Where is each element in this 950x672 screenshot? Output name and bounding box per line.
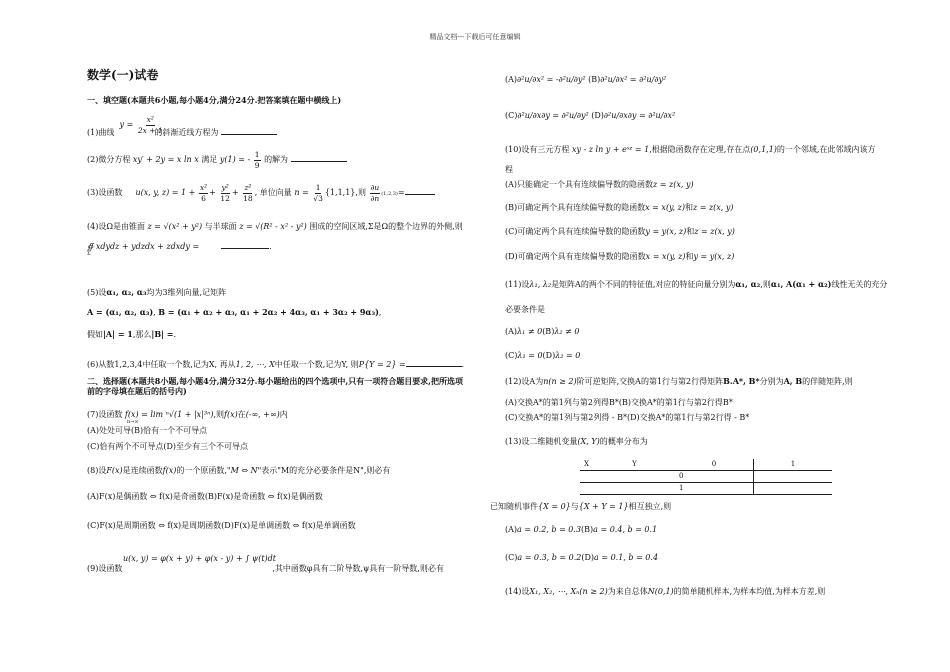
q7-option-a: (A)处处可导(B)恰有一个不可导点 bbox=[87, 426, 208, 435]
q8-option-cd: (C)F(x)是周期函数 ⇔ f(x)是周期函数(D)F(x)是单调函数 ⇔ f(x)是单调函数 bbox=[87, 521, 356, 530]
q10-option-a: (A)只能确定一个具有连续偏导数的隐函数z = z(x, y) bbox=[505, 180, 694, 189]
question-5-condition: 假如|A| = 1,那么|B| =. bbox=[87, 329, 177, 339]
table-header: 1 bbox=[754, 459, 833, 471]
q9-option-ab: (A)∂²u/∂x² = -∂²u/∂y² (B)∂²u/∂x² = ∂²u/∂y² bbox=[505, 75, 667, 84]
question-3: (3)设函数 u(x, y, z) = 1 + $\frac{\text{x²}}{6}$ + $\frac{\text{y²}}{12}$ + $\frac{\text{z²}}{18}$ , 单位向量 n = $\frac{1}{√3}$ {1,1,1},则 $\frac{\partial u}{\partial n}$ (1,2,3)= bbox=[87, 184, 435, 202]
question-9-formula: u(x, y) = φ(x + y) + φ(x - y) + ∫ ψ(t)dt bbox=[123, 554, 276, 563]
q10-option-b: (B)可确定两个具有连续偏导数的隐函数x = x(y, z)和z = z(x, y) bbox=[505, 203, 734, 212]
left-column: 数学(一)试卷 一、填空题(本题共6小题,每小题4分,满分24分.把答案填在题中横线上) y = $\frac{\text{x²}}{2x + 1}$ (1)曲线 的斜渐近线方程为 (2)微分方程 xy′ + 2y = x ln x 满足 y(1) = - $\frac{1}{9}$ 的解为 (3)设函数 u(x, y, z) = 1 + $\frac{\text{x²}}{6}$ + $\frac{\text{y²}}{12}$ + $\frac{\text{z²}}{18}$ , 单位向量 n = $\frac{1}{√3}$ {1,1,1},则 $\frac{\partial u}{\partial n}$ (1,2,3)= (4)设Ω是由锥面 z = √(x² + y²) 与半球面 z = √(R² - x² - y²) 围成的空间区域,Σ是Ω的整个边界的外侧,则 ∯ xdydz + ydzdx + zdxdy = . Σ (5)设α₁, α₂, α₃均为3维列向量,记矩阵 A = (α₁, α₂, α₃), B = (α₁ + α₂ + α₃, α₁ + 2α₂ + 4α₃, α₁ + 3α₂ + 9α₃), 假如|A| = 1,那么|B| =. (6)从数1,2,3,4中任取一个数,记为X, 再从1, 2, ⋯, X中任取一个数,记为Y, 则P{Y = 2} = . 二、选择题(本题共8小题,每小题4分,满分32分.每小题给出的四个选项中,只有一项符合题目要求,把所选项前的字母填在题后的括号内) (7)设函数 f(x) = lim ⁿ√(1 + |x|³ⁿ),则f(x)在(-∞, +∞)内 n→∞ (A)处处可导(B)恰有一个不可导点 (C)恰有两个不可导点(D)至少有三个不可导点 (8)设F(x)是连续函数f(x)的一个原函数,"M ⇔ N"表示"M的充分必要条件是N",则必有 (A)F(x)是偶函数 ⇔ f(x)是奇函数(B)F(x)是奇函数 ⇔ f(x)是偶函数 (C)F(x)是周期函数 ⇔ f(x)是周期函数(D)F(x)是单调函数 ⇔ f(x)是单调函数 u(x, y) = φ(x + y) + φ(x - y) + ∫ ψ(t)dt (9)设函数 ,其中函数φ具有二阶导数,ψ具有一阶导数,则必有 bbox=[87, 68, 465, 573]
probability-table bbox=[580, 459, 832, 495]
question-9: (9)设函数 ,其中函数φ具有二阶导数,ψ具有一阶导数,则必有 bbox=[87, 564, 444, 573]
page-header: 精品文档---下载后可任意编辑 bbox=[429, 33, 521, 41]
answer-blank bbox=[221, 240, 269, 249]
table-header: 0 bbox=[711, 460, 717, 469]
q10-option-d: (D)可确定两个具有连续偏导数的隐函数x = x(y, z)和y = y(x, z) bbox=[505, 252, 735, 261]
q10-option-c: (C)可确定两个具有连续偏导数的隐函数y = y(x, z)和z = z(x, y) bbox=[505, 227, 735, 236]
section-choice-title: 二、选择题(本题共8小题,每小题4分,满分32分.每小题给出的四个选项中,只有一项符合题目要求,把所选项前的字母填在题后的括号内) bbox=[87, 376, 463, 396]
question-5: (5)设α₁, α₂, α₃均为3维列向量,记矩阵 bbox=[87, 287, 227, 297]
q11-option-cd: (C)λ₁ = 0(D)λ₂ = 0 bbox=[505, 351, 581, 360]
question-4: (4)设Ω是由锥面 z = √(x² + y²) 与半球面 z = √(R² - x² - y²) 围成的空间区域,Σ是Ω的整个边界的外侧,则 bbox=[87, 222, 463, 231]
table-header: X bbox=[584, 460, 589, 469]
section-fill-in-title: 一、填空题(本题共6小题,每小题4分,满分24分.把答案填在题中横线上) bbox=[87, 95, 342, 105]
q12-option-cd: (C)交换A*的第1列与第2列得 - B*(D)交换A*的第1行与第2行得 - B* bbox=[505, 413, 750, 422]
question-8: (8)设F(x)是连续函数f(x)的一个原函数,"M ⇔ N"表示"M的充分必要条件是N",则必有 bbox=[87, 466, 391, 475]
question-13: (13)设二维随机变量(X, Y)的概率分布为 bbox=[505, 437, 648, 446]
question-2: (2)微分方程 xy′ + 2y = x ln x 满足 y(1) = - $\frac{1}{9}$ 的解为 bbox=[87, 151, 347, 169]
exam-title: 数学(一)试卷 bbox=[87, 68, 159, 82]
table-row: 0 bbox=[580, 471, 832, 483]
q13-option-cd: (C)a = 0.3, b = 0.2(D)a = 0.1, b = 0.4 bbox=[505, 553, 659, 562]
question-6: (6)从数1,2,3,4中任取一个数,记为X, 再从1, 2, ⋯, X中任取一个数,记为Y, 则P{Y = 2} = . bbox=[87, 360, 465, 369]
q9-option-cd: (C)∂²u/∂x∂y = ∂²u/∂y² (D)∂²u/∂x∂y = ∂²u/∂x² bbox=[505, 111, 676, 120]
question-4-integral: ∯ xdydz + ydzdx + zdxdy = . bbox=[87, 242, 272, 251]
q13-option-ab: (A)a = 0.2, b = 0.3(B)a = 0.4, b = 0.1 bbox=[505, 525, 658, 534]
question-1: y = $\frac{\text{x²}}{2x + 1}$ bbox=[119, 115, 163, 135]
question-13-condition: 已知随机事件{X = 0}与{X + Y = 1}相互独立,则 bbox=[490, 502, 672, 511]
question-14: (14)设X₁, X₂, ⋯, Xₙ(n ≥ 2)为来自总体N(0,1)的简单随机样本,为样本均值,为样本方差,则 bbox=[505, 587, 826, 596]
answer-blank bbox=[291, 153, 347, 162]
answer-blank bbox=[405, 186, 435, 195]
table-header: Y bbox=[632, 460, 637, 469]
table-row: 1 bbox=[580, 483, 832, 495]
question-12: (12)设A为n(n ≥ 2)阶可逆矩阵,交换A的第1行与第2行得矩阵B.A*, B*分别为A, B的伴随矩阵,则 bbox=[505, 376, 853, 386]
question-11: (11)设λ₁, λ₂是矩阵A的两个不同的特征值,对应的特征向量分别为α₁, α₂,则α₁, A(α₁ + α₂)线性无关的充分 bbox=[505, 279, 888, 289]
q11-option-ab: (A)λ₁ ≠ 0(B)λ₂ ≠ 0 bbox=[505, 327, 580, 336]
q7-option-c: (C)恰有两个不可导点(D)至少有三个不可导点 bbox=[87, 442, 249, 451]
question-5-matrices: A = (α₁, α₂, α₃), B = (α₁ + α₂ + α₃, α₁ + 2α₂ + 4α₃, α₁ + 3α₂ + 9α₃), bbox=[87, 307, 382, 317]
question-1-text: (1)曲线 的斜渐近线方程为 bbox=[87, 126, 277, 138]
q8-option-ab: (A)F(x)是偶函数 ⇔ f(x)是奇函数(B)F(x)是奇函数 ⇔ f(x)是偶函数 bbox=[87, 492, 323, 501]
answer-blank bbox=[221, 126, 277, 135]
question-7: (7)设函数 f(x) = lim ⁿ√(1 + |x|³ⁿ),则f(x)在(-∞, +∞)内 bbox=[87, 410, 288, 419]
answer-blank bbox=[406, 358, 462, 367]
question-10: (10)设有三元方程 xy - z ln y + eˣᶻ = 1,根据隐函数存在定理,存在点(0,1,1)的一个邻域,在此邻域内该方 bbox=[505, 145, 876, 154]
q12-option-ab: (A)交换A*的第1列与第2列得B*(B)交换A*的第1行与第2行得B* bbox=[505, 398, 733, 407]
